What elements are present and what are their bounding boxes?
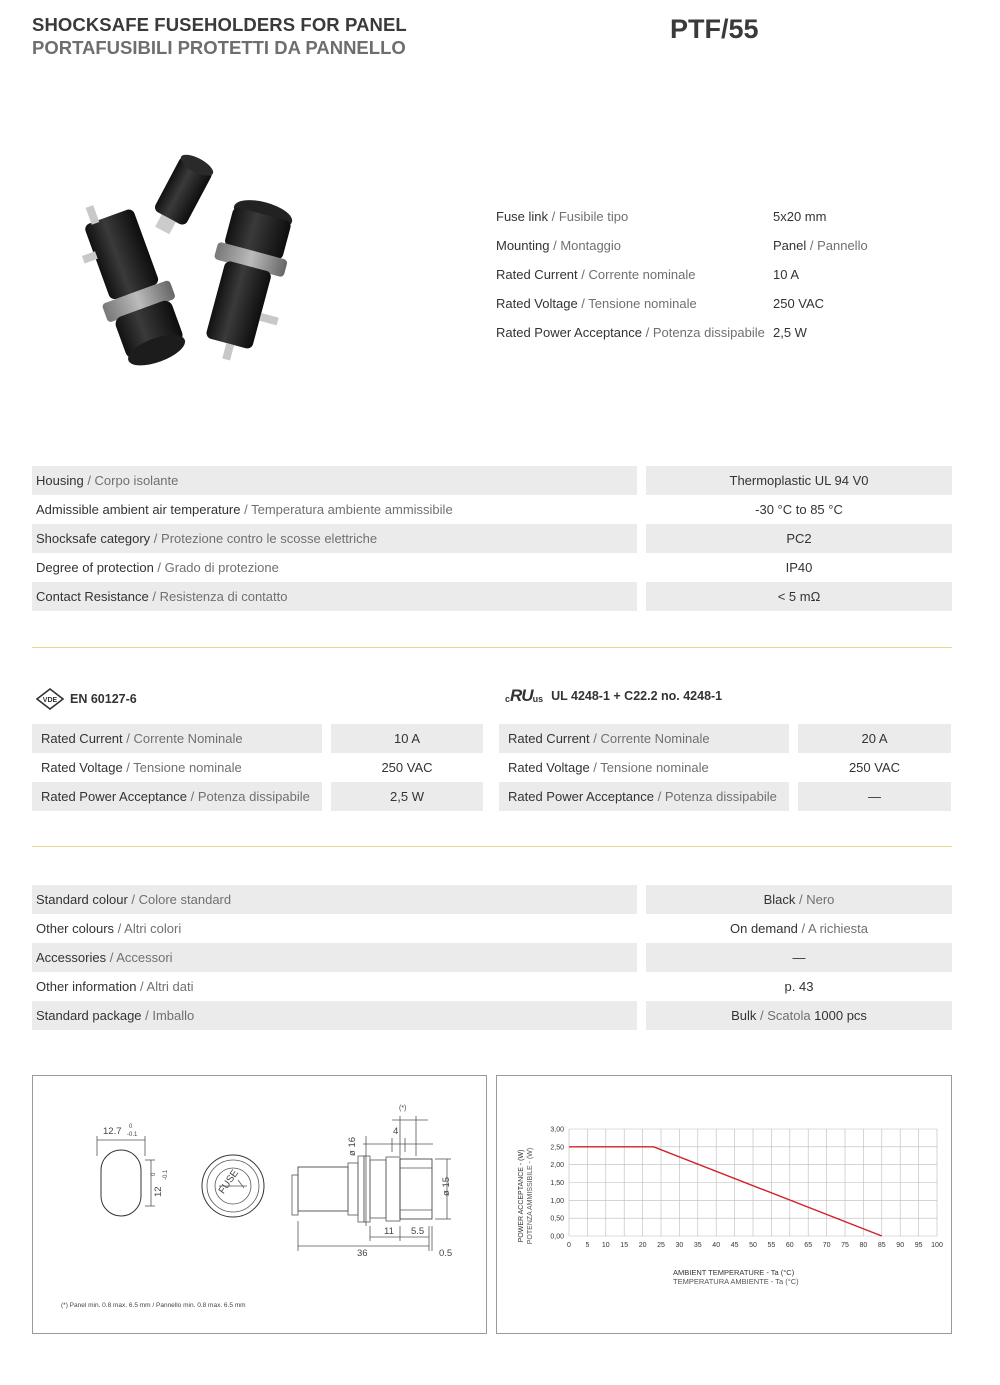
ul-logo-c: c xyxy=(505,694,511,704)
spec-value: 10 A xyxy=(773,267,800,282)
spec-label-it: / Tensione nominale xyxy=(577,296,697,311)
row-label: Accessories xyxy=(36,950,107,965)
row-value-it: / A richiesta xyxy=(797,921,869,936)
row-value: 10 A xyxy=(331,724,483,753)
product-code: PTF/55 xyxy=(670,14,759,44)
row-value: 20 A xyxy=(798,724,951,753)
row-label-it: / Tensione nominale xyxy=(589,760,709,775)
spec-value: 250 VAC xyxy=(773,296,825,311)
row-value: p. 43 xyxy=(784,979,814,994)
spec-label-it: / Potenza dissipabile xyxy=(641,325,765,340)
chart-ylabel: POWER ACCEPTANCE - (W) xyxy=(518,1149,525,1243)
spec-row xyxy=(496,238,868,267)
row-value: 2,5 W xyxy=(331,782,483,811)
table-row xyxy=(32,495,952,524)
page-subtitle: PORTAFUSIBILI PROTETTI DA PANNELLO xyxy=(32,37,406,58)
dim-height-tol-down: -0.1 xyxy=(163,1169,169,1180)
row-label: Rated Current xyxy=(41,731,123,746)
row-label-it: / Grado di protezione xyxy=(153,560,279,575)
row-value: — xyxy=(798,782,951,811)
chart-series-line xyxy=(569,1147,882,1236)
row-value: Thermoplastic UL 94 V0 xyxy=(729,473,869,488)
chart-xtick-label: 35 xyxy=(693,1242,702,1249)
spec-row xyxy=(496,325,868,354)
row-value-extra: 1000 pcs xyxy=(810,1008,867,1023)
technical-drawing-box xyxy=(32,1075,487,1334)
chart-xtick-label: 30 xyxy=(675,1242,684,1249)
chart-xtick-label: 85 xyxy=(877,1242,886,1249)
cert-vde-standard: EN 60127-6 xyxy=(70,692,137,706)
table-row xyxy=(32,943,952,972)
dim-height: 12 xyxy=(153,1186,164,1197)
table-row xyxy=(32,724,483,753)
ul-logo-us: us xyxy=(532,694,544,704)
table-row xyxy=(32,914,952,943)
spec-value: 2,5 W xyxy=(773,325,807,340)
row-label: Rated Voltage xyxy=(41,760,123,775)
dim-d16: ø 16 xyxy=(347,1136,358,1156)
row-label-it: / Corrente Nominale xyxy=(589,731,710,746)
row-label: Other colours xyxy=(36,921,115,936)
table-row xyxy=(32,553,952,582)
chart-xtick-label: 80 xyxy=(859,1242,868,1249)
row-value: Bulk xyxy=(731,1008,757,1023)
chart-ytick-label: 1,50 xyxy=(550,1180,564,1187)
derating-chart-box xyxy=(496,1075,952,1334)
table-row xyxy=(32,782,483,811)
row-label: Rated Power Acceptance xyxy=(41,789,187,804)
spec-label-it: / Corrente nominale xyxy=(577,267,696,282)
chart-xtick-label: 50 xyxy=(749,1242,757,1249)
spec-value-it: / Pannello xyxy=(806,238,868,253)
row-label-it: / Temperatura ambiente ammissibile xyxy=(240,502,453,517)
row-value: On demand xyxy=(729,921,798,936)
product-photo xyxy=(32,85,452,390)
row-label-it: / Tensione nominale xyxy=(122,760,242,775)
dim-star: (*) xyxy=(399,1105,407,1112)
chart-xtick-label: 60 xyxy=(785,1242,794,1249)
dim-width-tol-up: 0 xyxy=(129,1124,133,1130)
chart-xtick-label: 15 xyxy=(620,1242,629,1249)
dim-height-tol-up: 0 xyxy=(151,1172,157,1176)
chart-xtick-label: 90 xyxy=(896,1242,905,1249)
row-label: Standard package xyxy=(36,1008,142,1023)
chart-xtick-label: 45 xyxy=(730,1242,739,1249)
dim-d11: 11 xyxy=(384,1226,394,1237)
cert-vde-header xyxy=(36,688,137,710)
vde-logo-icon xyxy=(36,688,64,710)
row-label: Admissible ambient air temperature xyxy=(36,502,241,517)
chart-xtick-label: 40 xyxy=(712,1242,721,1249)
spec-row xyxy=(496,296,868,325)
chart-xtick-label: 70 xyxy=(822,1242,831,1249)
table-row xyxy=(32,753,483,782)
row-value: -30 °C to 85 °C xyxy=(755,502,843,517)
chart-xtick-label: 10 xyxy=(601,1242,610,1249)
table-row xyxy=(499,753,951,782)
row-value: — xyxy=(792,950,806,965)
row-label-it: / Protezione contro le scosse elettriche xyxy=(150,531,378,546)
row-value: PC2 xyxy=(786,531,812,546)
spec-label: Rated Power Acceptance xyxy=(496,325,642,340)
table-row xyxy=(32,885,952,914)
spec-row xyxy=(496,209,868,238)
row-label-it: / Potenza dissipabile xyxy=(653,789,777,804)
table-row xyxy=(32,972,952,1001)
drawing-note: (*) Panel min. 0.8 max. 6.5 mm / Pannello min. 0.8 max. 6.5 mm xyxy=(61,1302,246,1309)
row-label-it: / Potenza dissipabile xyxy=(186,789,310,804)
chart-xtick-label: 25 xyxy=(657,1242,665,1249)
chart-ytick-label: 2,50 xyxy=(550,1144,564,1152)
row-label-it: / Altri colori xyxy=(114,921,182,936)
spec-label: Fuse link xyxy=(496,209,549,224)
technical-drawing xyxy=(33,1076,485,1332)
dim-d4: 4 xyxy=(393,1126,399,1137)
chart-xtick-label: 95 xyxy=(914,1242,923,1249)
row-label: Rated Current xyxy=(508,731,590,746)
row-label: Rated Voltage xyxy=(508,760,590,775)
row-label: Other information xyxy=(36,979,137,994)
row-value-it: / Nero xyxy=(795,892,835,907)
dim-d15: ø 15 xyxy=(441,1176,452,1196)
row-label-it: / Imballo xyxy=(141,1008,195,1023)
spec-label-it: / Fusibile tipo xyxy=(548,209,629,224)
row-label: Housing xyxy=(36,473,84,488)
chart-grid xyxy=(569,1129,937,1236)
dim-width-tol-down: -0.1 xyxy=(127,1132,138,1138)
chart-ylabel-it: POTENZA AMMISSIBILE - (W) xyxy=(527,1147,534,1245)
dim-width: 12.7 xyxy=(103,1126,122,1137)
derating-chart xyxy=(497,1076,950,1332)
cap-label: FUSE xyxy=(216,1167,242,1197)
chart-ytick-label: 3,00 xyxy=(550,1126,564,1134)
table-row xyxy=(32,524,952,553)
chart-xlabel-it: TEMPERATURA AMBIENTE - Ta (°C) xyxy=(673,1277,799,1286)
row-label-it: / Altri dati xyxy=(136,979,194,994)
dim-d55: 5.5 xyxy=(411,1226,425,1237)
cert-vde-table xyxy=(32,724,483,811)
chart-xtick-label: 0 xyxy=(567,1242,571,1249)
separator xyxy=(32,846,952,847)
table-row xyxy=(499,724,951,753)
table-row xyxy=(32,466,952,495)
row-value-it: / Scatola xyxy=(756,1008,811,1023)
row-label-it: / Corpo isolante xyxy=(83,473,179,488)
dim-d05: 0.5 xyxy=(439,1248,453,1259)
vde-logo-text: VDE xyxy=(42,697,58,704)
chart-xtick-label: 55 xyxy=(767,1242,776,1249)
row-label: Rated Power Acceptance xyxy=(508,789,654,804)
cert-ul-table xyxy=(499,724,951,811)
separator xyxy=(32,647,952,648)
ul-logo-icon xyxy=(505,688,543,704)
row-value: 250 VAC xyxy=(381,760,433,775)
row-value: < 5 mΩ xyxy=(777,589,821,604)
cert-ul-standard: UL 4248-1 + C22.2 no. 4248-1 xyxy=(551,689,723,703)
chart-xlabel: AMBIENT TEMPERATURE - Ta (°C) xyxy=(673,1268,795,1277)
row-label-it: / Accessori xyxy=(106,950,173,965)
spec-label: Rated Voltage xyxy=(496,296,578,311)
chart-xtick-label: 20 xyxy=(638,1242,647,1249)
chart-xtick-label: 100 xyxy=(931,1242,943,1249)
spec-label: Mounting xyxy=(496,238,550,253)
row-value: Black xyxy=(763,892,796,907)
row-label: Shocksafe category xyxy=(36,531,151,546)
page-title: SHOCKSAFE FUSEHOLDERS FOR PANEL xyxy=(32,14,407,35)
chart-ticks xyxy=(550,1127,943,1250)
ordering-table xyxy=(32,885,952,1030)
row-value: 250 VAC xyxy=(848,760,901,775)
row-value: IP40 xyxy=(785,560,813,575)
chart-ytick-label: 1,00 xyxy=(550,1197,564,1205)
cert-ul-header xyxy=(505,688,722,704)
spec-label-it: / Montaggio xyxy=(549,238,622,253)
chart-xtick-label: 5 xyxy=(585,1242,590,1249)
chart-xtick-label: 65 xyxy=(804,1242,813,1249)
chart-ytick-label: 0,00 xyxy=(550,1233,564,1241)
chart-series xyxy=(569,1147,882,1236)
chart-xtick-label: 75 xyxy=(841,1242,849,1249)
table-row xyxy=(32,582,952,611)
table-row xyxy=(32,1001,952,1030)
chart-ytick-label: 0,50 xyxy=(550,1215,564,1223)
main-specs xyxy=(496,209,868,354)
spec-row xyxy=(496,267,868,296)
dim-d36: 36 xyxy=(357,1248,368,1259)
row-label: Standard colour xyxy=(36,892,128,907)
row-label: Degree of protection xyxy=(36,560,154,575)
row-label-it: / Resistenza di contatto xyxy=(148,589,288,604)
spec-value: 5x20 mm xyxy=(773,209,827,224)
spec-label: Rated Current xyxy=(496,267,578,282)
row-label-it: / Corrente Nominale xyxy=(122,731,243,746)
row-label-it: / Colore standard xyxy=(127,892,232,907)
table-row xyxy=(499,782,951,811)
spec-value: Panel xyxy=(773,238,807,253)
ul-logo-ru: RU xyxy=(510,686,533,705)
row-label: Contact Resistance xyxy=(36,589,149,604)
material-table xyxy=(32,466,952,611)
chart-ytick-label: 2,00 xyxy=(550,1162,564,1170)
